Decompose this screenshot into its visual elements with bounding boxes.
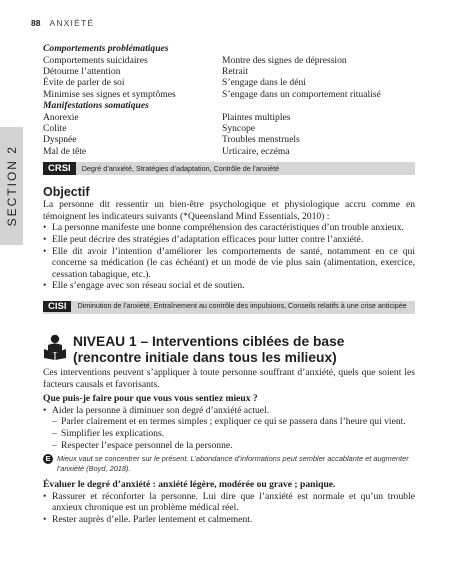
help-sublist — [43, 416, 415, 451]
page-content — [43, 43, 415, 525]
list-item: Retrait — [222, 65, 249, 77]
list-item: Mal de tête — [43, 145, 87, 157]
list-item: – Simplifier les explications. — [43, 428, 415, 440]
behaviors-heading: Comportements problématiques — [43, 43, 169, 54]
evidence-note-text: Mieux vaut se concentrer sur le présent. L’abondance d’informations peut sembler accablante et augmenter l’anxiété (Boyd, 2018). — [57, 454, 409, 473]
list-item: • Elle dit avoir l’intention d’améliorer les comportements de santé, notamment en ce qui concerne sa médication (le cas échéant) et un mode de vie plus sain (alimentation, exercice, cessation tabagique, etc.). — [43, 246, 415, 281]
list-item: • Rassurer et réconforter la personne. Lui dire que l’anxiété est normale et qu’un trouble anxieux chronique est un problème médical réel. — [43, 491, 415, 514]
page-header — [31, 18, 94, 28]
evidence-icon: E — [43, 454, 53, 464]
list-item: – Respecter l’espace personnel de la personne. — [43, 440, 415, 452]
list-item: Anorexie — [43, 111, 79, 123]
list-item: – Parler clairement et en termes simples ; expliquer ce qui se passera dans l’heure qui vient. — [43, 416, 415, 428]
section-tab-label: SECTION 2 — [4, 145, 19, 227]
chapter-title: ANXIÉTÉ — [49, 18, 95, 28]
list-item: • Aider la personne à diminuer son degré d’anxiété actuel. — [43, 405, 415, 417]
objectif-heading: Objectif — [43, 185, 90, 200]
list-item: Syncope — [222, 123, 256, 135]
list-item: Minimise ses signes et symptômes — [43, 88, 176, 100]
objectif-list — [43, 222, 415, 292]
list-item: • Rester auprès d’elle. Parler lentement et calmement. — [43, 514, 415, 526]
list-item: Troubles menstruels — [222, 134, 300, 146]
page-number: 88 — [31, 18, 41, 28]
somatic-heading: Manifestations somatiques — [43, 100, 149, 112]
crsi-badge: CRSI — [43, 162, 76, 175]
list-item: Colite — [43, 123, 67, 135]
eval-list — [43, 491, 415, 526]
list-item: Détourne l’attention — [43, 65, 121, 77]
help-list — [43, 405, 415, 417]
person-reading-icon — [43, 334, 67, 360]
list-item: Plaintes multiples — [222, 111, 291, 123]
list-item: Comportements suicidaires — [43, 54, 148, 66]
eval-heading: Évaluer le degré d’anxiété : anxiété légère, modérée ou grave ; panique. — [43, 478, 336, 490]
list-item: Évite de parler de soi — [43, 77, 125, 89]
list-item: Dyspnée — [43, 134, 77, 146]
level-subtitle: (rencontre initiale dans tous les milieux) — [73, 349, 337, 365]
cisi-text: Diminution de l’anxiété, Entraînement au contrôle des impulsions, Conseils relatifs à une crise anticipée — [77, 301, 407, 310]
question-heading: Que puis-je faire pour que vous vous sentiez mieux ? — [43, 393, 258, 405]
cisi-box — [43, 301, 415, 314]
behaviors-list — [43, 55, 415, 101]
list-item: • La personne manifeste une bonne compréhension des caractéristiques d’un trouble anxieux. — [43, 222, 415, 234]
list-item: • Elle s’engage avec son réseau social et de soutien. — [43, 280, 415, 292]
cisi-badge: CISI — [43, 301, 71, 312]
level-heading — [43, 334, 415, 365]
objectif-intro: La personne dit ressentir un bien-être psychologique et physiologique accru comme en témoignent les indicateurs suivants (*Queensland Mind Essentials, 2010) : — [43, 199, 415, 222]
list-item: S’engage dans le déni — [222, 77, 306, 89]
crsi-box — [43, 162, 415, 175]
list-item: Urticaire, eczéma — [222, 145, 290, 157]
somatic-list — [43, 112, 415, 158]
list-item: S’engage dans un comportement ritualisé — [222, 88, 381, 100]
crsi-text: Degré d’anxiété, Stratégies d’adaptation, Contrôle de l’anxiété — [81, 164, 280, 174]
evidence-note — [43, 454, 415, 473]
list-item: Montre des signes de dépression — [222, 54, 347, 66]
level-intro: Ces interventions peuvent s’appliquer à toute personne souffrant d’anxiété, quels que soient les facteurs causals et favorisants. — [43, 367, 415, 390]
level-title: NIVEAU 1 – Interventions ciblées de base — [73, 334, 345, 349]
list-item: • Elle peut décrire des stratégies d’adaptation efficaces pour lutter contre l’anxiété. — [43, 234, 415, 246]
